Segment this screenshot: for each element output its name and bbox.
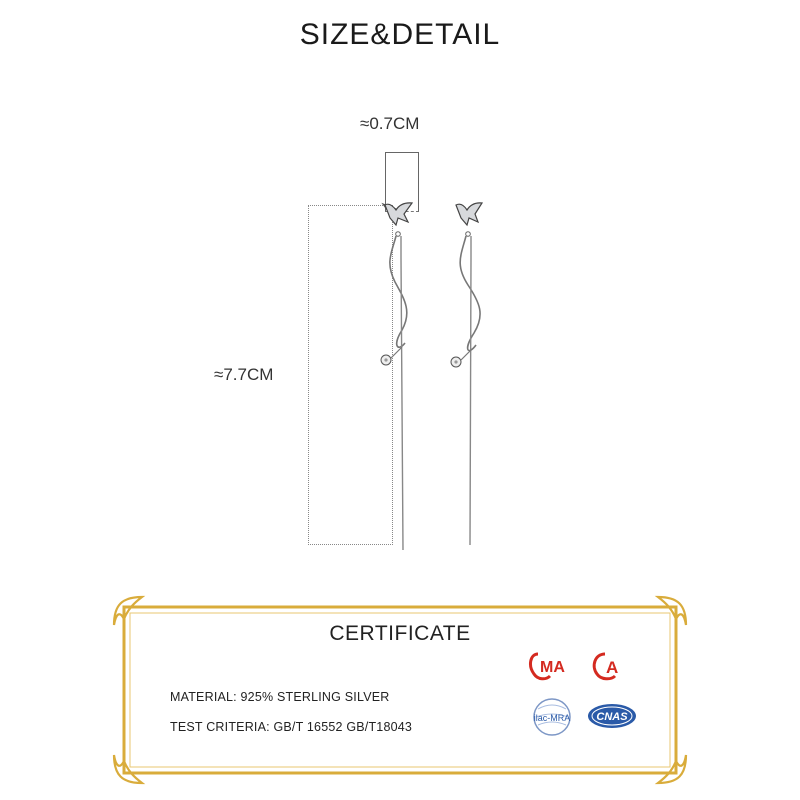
cal-logo bbox=[589, 650, 635, 682]
width-dimension-label: ≈0.7CM bbox=[360, 114, 420, 133]
left-earring bbox=[381, 203, 412, 550]
butterfly-icon bbox=[385, 203, 412, 225]
cma-logo bbox=[528, 650, 578, 682]
svg-text:ilac-MRA: ilac-MRA bbox=[533, 713, 571, 723]
svg-text:MA: MA bbox=[540, 659, 565, 676]
material-text: MATERIAL: 925% STERLING SILVER bbox=[170, 690, 390, 704]
butterfly-icon bbox=[456, 203, 482, 225]
ilac-mra-logo bbox=[526, 695, 578, 739]
certificate-title: CERTIFICATE bbox=[329, 622, 471, 645]
page-title: SIZE&DETAIL bbox=[299, 18, 501, 51]
svg-text:A: A bbox=[606, 658, 619, 677]
right-earring bbox=[451, 203, 482, 545]
svg-text:CNAS: CNAS bbox=[596, 711, 628, 723]
cnas-logo bbox=[584, 700, 640, 732]
test-criteria-text: TEST CRITERIA: GB/T 16552 GB/T18043 bbox=[170, 720, 413, 734]
height-dimension-label: ≈7.7CM bbox=[214, 365, 274, 384]
